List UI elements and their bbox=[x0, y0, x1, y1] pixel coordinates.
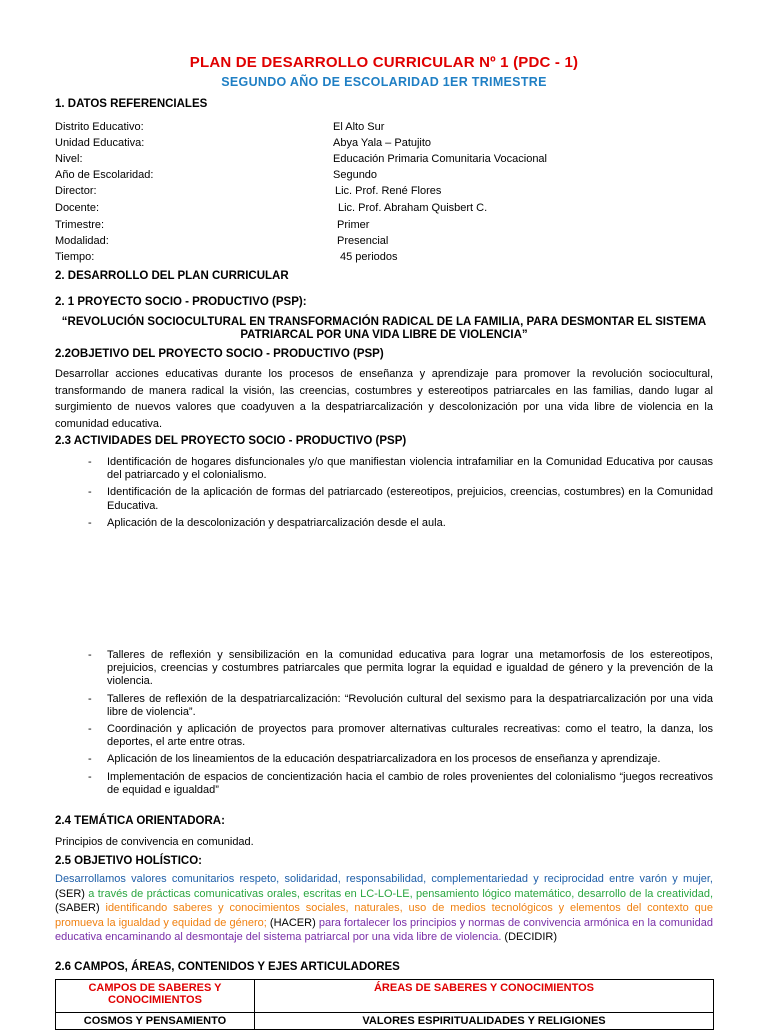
ref-row bbox=[55, 202, 715, 218]
ref-row bbox=[55, 185, 715, 201]
ref-value: 45 periodos bbox=[340, 251, 398, 263]
table-row bbox=[56, 1013, 714, 1030]
ref-value: Presencial bbox=[337, 235, 389, 247]
ref-value: Lic. Prof. René Flores bbox=[335, 185, 442, 197]
ref-row bbox=[55, 153, 715, 169]
ref-row bbox=[55, 219, 715, 235]
list-item bbox=[55, 517, 713, 530]
list-dash: - bbox=[88, 516, 92, 529]
activity-text: Talleres de reflexión y sensibilización en la comunidad educativa para lograr una metamorfosis de los estereotipos, prejuicios, creencias y costumbres patriarcales que permita lograr la equidad e igualdad de género y la prevención de la violencia. bbox=[107, 649, 713, 688]
psp-title bbox=[55, 316, 713, 342]
section-heading-actividades: 2.3 ACTIVIDADES DEL PROYECTO SOCIO - PRODUCTIVO (PSP) bbox=[55, 435, 407, 447]
list-dash: - bbox=[88, 692, 92, 705]
ref-value: Educación Primaria Comunitaria Vocacional bbox=[333, 153, 547, 165]
ref-label: Director: bbox=[55, 185, 97, 197]
list-dash: - bbox=[88, 723, 92, 736]
decidir-text: para fortalecer los principios y normas de convivencia armónica en la comunidad educativa encaminando al desmontaje del sistema patriarcal por una vida libre de violencia. bbox=[55, 916, 713, 943]
list-item bbox=[55, 693, 713, 719]
document-title: PLAN DE DESARROLLO CURRICULAR Nº 1 (PDC - 1) bbox=[189, 54, 579, 71]
activity-text: Identificación de hogares disfuncionales y/o que manifiestan violencia intrafamiliar en la Comunidad Educativa por causas del patriarcado y el colonialismo. bbox=[107, 456, 713, 482]
ref-row bbox=[55, 121, 715, 137]
section-heading-datos: 1. DATOS REFERENCIALES bbox=[55, 98, 208, 110]
activity-text: Implementación de espacios de concientización hacia el cambio de roles provenientes del colonialismo “juegos recreativos de equidad e igualdad” bbox=[107, 770, 713, 796]
ref-label: Distrito Educativo: bbox=[55, 121, 144, 133]
ref-label: Año de Escolaridad: bbox=[55, 169, 154, 181]
list-dash: - bbox=[88, 486, 92, 499]
decidir-tag: (DECIDIR) bbox=[501, 931, 557, 943]
list-item bbox=[55, 723, 713, 749]
ref-row bbox=[55, 137, 715, 153]
table-header-row bbox=[56, 980, 714, 1013]
section-heading-psp: 2. 1 PROYECTO SOCIO - PRODUCTIVO (PSP): bbox=[55, 296, 307, 308]
hacer-text: identificando saberes y conocimientos sociales, naturales, uso de medios tecnológicos y elementos del contexto que promueva la igualdad y equidad de género; bbox=[55, 902, 713, 929]
list-item bbox=[55, 753, 713, 766]
section-heading-objetivo-psp: 2.2OBJETIVO DEL PROYECTO SOCIO - PRODUCTIVO (PSP) bbox=[55, 348, 384, 360]
psp-title-line: PATRIARCAL POR UNA VIDA LIBRE DE VIOLENCIA” bbox=[240, 329, 528, 341]
objetivo-holistico-text bbox=[55, 872, 713, 945]
ref-label: Docente: bbox=[55, 202, 100, 214]
list-dash: - bbox=[88, 753, 92, 766]
list-dash: - bbox=[88, 456, 92, 468]
section-heading-tematica: 2.4 TEMÁTICA ORIENTADORA: bbox=[55, 815, 225, 827]
section-heading-desarrollo: 2. DESARROLLO DEL PLAN CURRICULAR bbox=[55, 270, 289, 282]
table-header-cell: ÁREAS DE SABERES Y CONOCIMIENTOS bbox=[255, 980, 714, 1013]
list-dash: - bbox=[88, 649, 92, 661]
activities-list-2 bbox=[55, 649, 713, 801]
activities-list-1 bbox=[55, 456, 713, 534]
ser-tag: (SER) bbox=[55, 887, 89, 900]
ref-value: El Alto Sur bbox=[333, 121, 385, 133]
saber-tag: (SABER) bbox=[55, 902, 106, 914]
ser-text: Desarrollamos valores comunitarios respeto, solidaridad, responsabilidad, complementariedad y reciprocidad entre varón y mujer, bbox=[55, 873, 713, 885]
saber-text: a través de prácticas comunicativas orales, escritas en LC-LO-LE, pensamiento lógico matemático, desarrollo de la creatividad, bbox=[88, 887, 713, 900]
psp-title-line: “REVOLUCIÓN SOCIOCULTURAL EN TRANSFORMACIÓN RADICAL DE LA FAMILIA, PARA DESMONTAR EL SISTEMA bbox=[61, 316, 707, 328]
list-item bbox=[55, 649, 713, 689]
activity-text: Aplicación de la descolonización y despatriarcalización desde el aula. bbox=[107, 516, 446, 529]
list-item bbox=[55, 486, 713, 512]
ref-value: Lic. Prof. Abraham Quisbert C. bbox=[338, 202, 488, 214]
ref-row bbox=[55, 169, 715, 185]
hacer-tag: (HACER) bbox=[266, 916, 319, 929]
ref-value: Abya Yala – Patujito bbox=[333, 137, 432, 149]
table-header-cell: CAMPOS DE SABERES Y CONOCIMIENTOS bbox=[56, 980, 255, 1013]
tematica-text: Principios de convivencia en comunidad. bbox=[55, 836, 254, 848]
activity-text: Coordinación y aplicación de proyectos para promover alternativas culturales recreativas: como el teatro, la danza, los deportes, el arte entre otras. bbox=[107, 723, 713, 749]
ref-value: Segundo bbox=[333, 169, 378, 181]
table-cell: VALORES ESPIRITUALIDADES Y RELIGIONES bbox=[255, 1013, 714, 1030]
list-item bbox=[55, 456, 713, 482]
ref-row bbox=[55, 235, 715, 251]
ref-label: Modalidad: bbox=[55, 235, 109, 247]
list-dash: - bbox=[88, 770, 92, 783]
areas-table bbox=[55, 979, 714, 1030]
activity-text: Aplicación de los lineamientos de la educación despatriarcalizadora en los procesos de enseñanza y aprendizaje. bbox=[107, 753, 661, 766]
ref-label: Nivel: bbox=[55, 153, 83, 165]
activity-text: Identificación de la aplicación de formas del patriarcado (estereotipos, prejuicios, creencias, costumbres) en la Comunidad Educativa. bbox=[107, 486, 713, 512]
ref-label: Unidad Educativa: bbox=[55, 137, 145, 149]
table-cell: COSMOS Y PENSAMIENTO bbox=[56, 1013, 255, 1030]
section-heading-objetivo-holistico: 2.5 OBJETIVO HOLÍSTICO: bbox=[55, 855, 202, 867]
ref-row bbox=[55, 251, 715, 267]
document-subtitle: SEGUNDO AÑO DE ESCOLARIDAD 1ER TRIMESTRE bbox=[221, 75, 547, 89]
ref-label: Tiempo: bbox=[55, 251, 95, 263]
list-item bbox=[55, 771, 713, 797]
section-heading-campos: 2.6 CAMPOS, ÁREAS, CONTENIDOS Y EJES ARTICULADORES bbox=[55, 961, 400, 973]
activity-text: Talleres de reflexión de la despatriarcalización: “Revolución cultural del sexismo para la despatriarcalización por una vida libre de violencia”. bbox=[107, 692, 713, 718]
ref-value: Primer bbox=[337, 219, 370, 231]
objetivo-psp-text: Desarrollar acciones educativas durante los procesos de enseñanza y aprendizaje para promover la revolución sociocultural, transformando de manera radical la visión, las creencias, costumbres y estereotipos patriarcales en las familias, dando lugar al surgimiento de nuevos valores que coadyuven a la despatriarcalización y descolonización por una vida libre de violencia en la comunidad educativa. bbox=[55, 368, 713, 430]
ref-label: Trimestre: bbox=[55, 219, 105, 231]
